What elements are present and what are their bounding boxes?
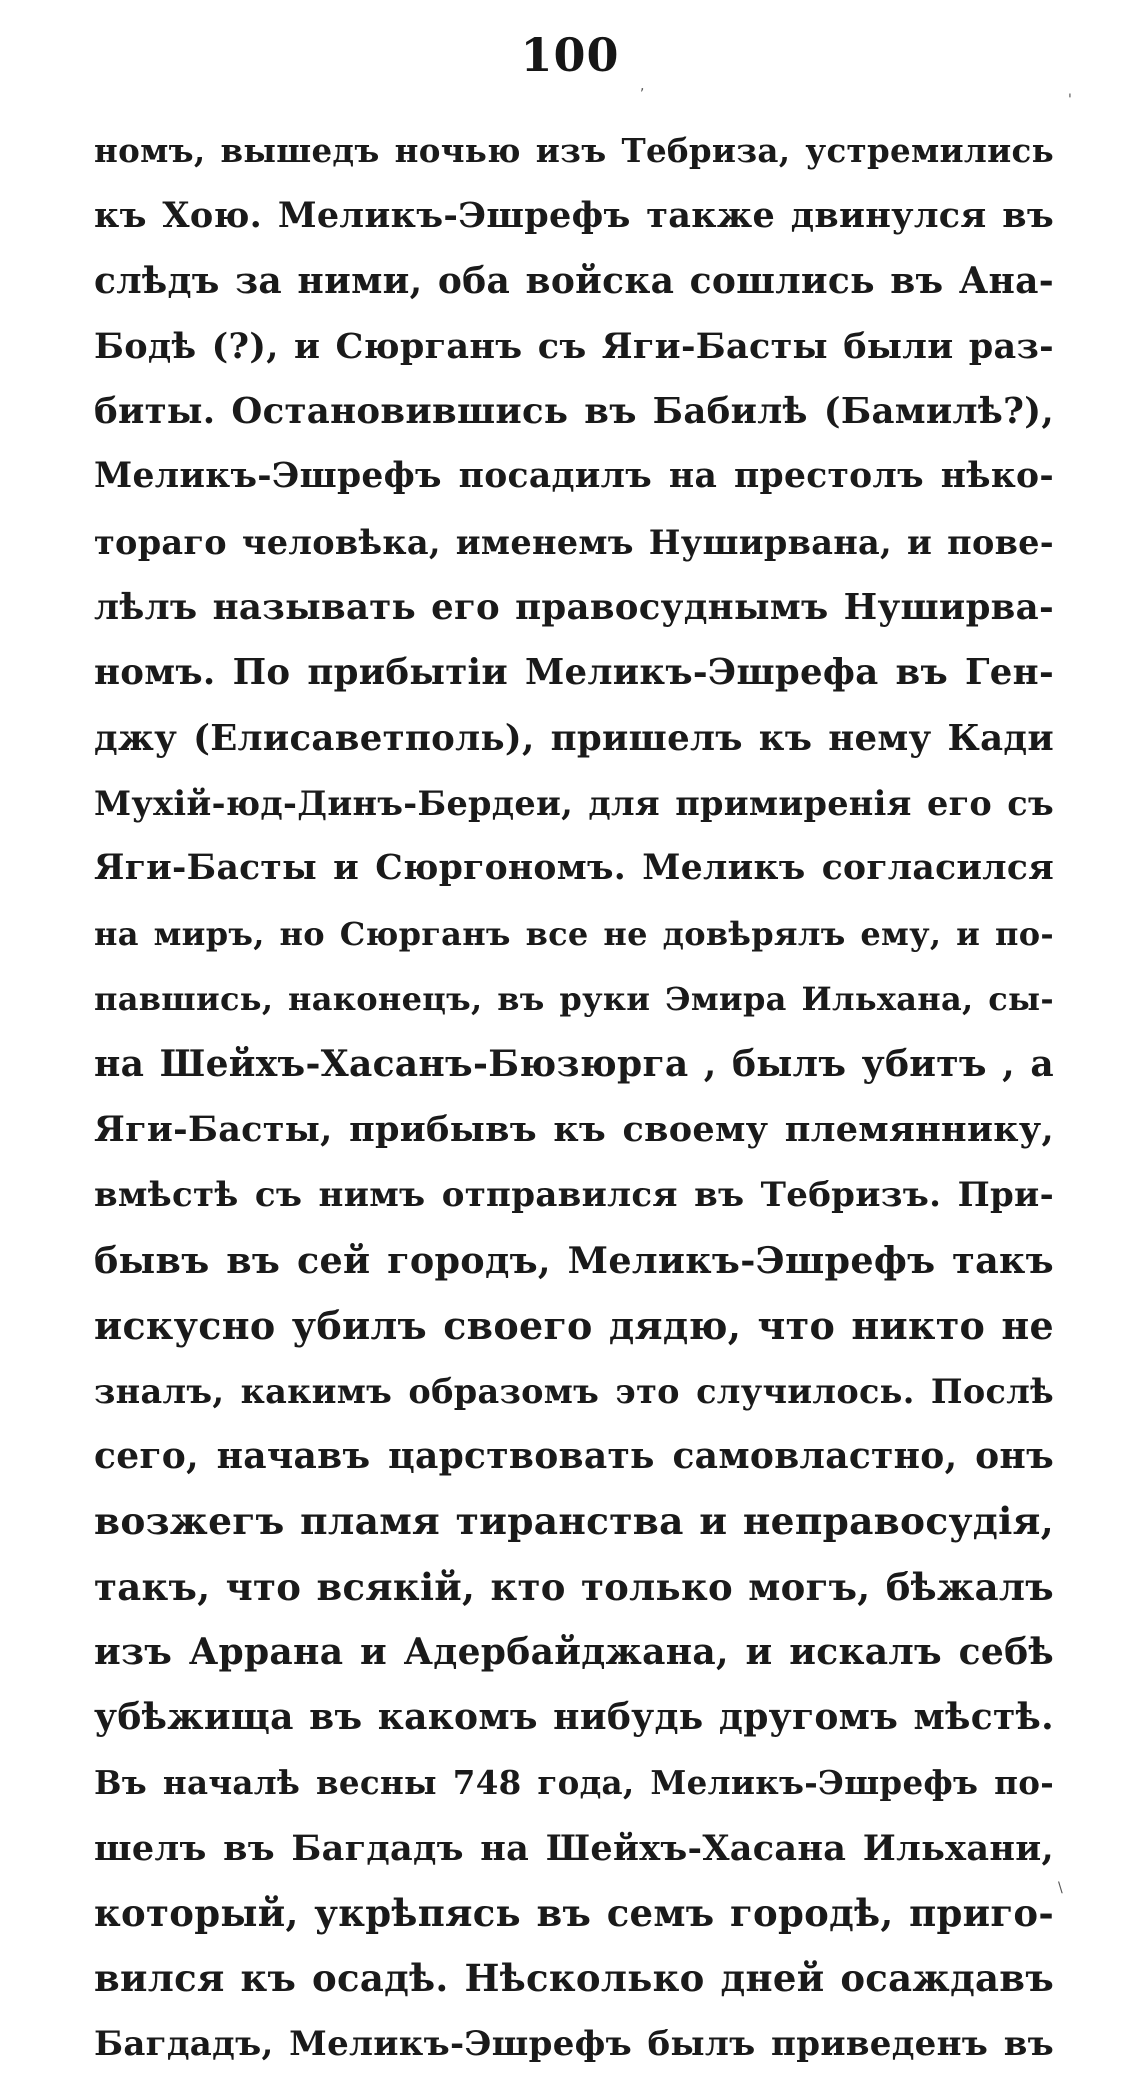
text-line: павшись, наконецъ, въ руки Эмира Ильхана, сы- [94,979,1054,1018]
text-line: Бодѣ (?), и Сюрганъ съ Яги-Басты были раз- [94,325,1054,367]
print-speck: ' [1068,92,1072,108]
text-line: убѣжища въ какомъ нибудь другомъ мѣстѣ. [94,1696,1054,1739]
text-line: возжегъ пламя тиранства и неправосудія, [94,1499,1054,1544]
text-line: сего, начавъ царствовать самовластно, онъ [94,1434,1054,1477]
text-line: на Шейхъ-Хасанъ-Бюзюрга , былъ убитъ , а [94,1043,1054,1086]
text-line: на миръ, но Сюрганъ все не довѣрялъ ему, и по- [94,914,1054,953]
text-line: Яги-Басты и Сюргономъ. Меликъ согласился [94,848,1054,889]
text-line: вился къ осадѣ. Нѣсколько дней осаждавъ [94,1956,1054,2001]
text-line: къ Хою. Меликъ-Эшрефъ также двинулся въ [94,195,1054,237]
print-speck: , [640,78,645,94]
page-number: 100 [520,28,620,82]
print-speck: \ [1058,1880,1063,1896]
text-line: слѣдъ за ними, оба войска сошлись въ Ана- [94,259,1054,302]
text-line: Въ началѣ весны 748 года, Меликъ-Эшрефъ по- [94,1763,1054,1803]
text-line: который, укрѣпясь въ семъ городѣ, приго- [94,1891,1054,1936]
text-line: зналъ, какимъ образомъ это случилось. Послѣ [94,1371,1054,1411]
text-line: Яги-Басты, прибывъ къ своему племяннику, [94,1109,1054,1151]
text-line: бывъ въ сей городъ, Меликъ-Эшрефъ такъ [94,1239,1054,1283]
text-line: Багдадъ, Меликъ-Эшрефъ былъ приведенъ въ [94,2023,1054,2064]
text-line: тораго человѣка, именемъ Нуширвана, и пове- [94,522,1054,562]
text-line: изъ Аррана и Адербайджана, и искалъ себѣ [94,1630,1054,1673]
text-line: Мухій-юд-Динъ-Бердеи, для примиренія его съ [94,783,1054,823]
text-line: шелъ въ Багдадъ на Шейхъ-Хасана Ильхани, [94,1827,1054,1869]
body-text [94,118,1054,2077]
text-line: джу (Елисаветполь), пришелъ къ нему Кади [94,717,1054,759]
text-line: вмѣстѣ съ нимъ отправился въ Тебризъ. При- [94,1174,1054,1215]
text-line: искусно убилъ своего дядю, что никто не [94,1303,1054,1349]
text-line: номъ, вышедъ ночью изъ Тебриза, устремились [94,131,1054,170]
text-line: биты. Остановившись въ Бабилѣ (Бамилѣ?), [94,391,1054,433]
text-line: лѣлъ называть его правосуднымъ Нуширва- [94,587,1054,629]
text-line: такъ, что всякій, кто только могъ, бѣжалъ [94,1564,1054,1609]
text-line: Меликъ-Эшрефъ посадилъ на престолъ нѣко- [94,456,1054,497]
text-line: номъ. По прибытіи Меликъ-Эшрефа въ Ген- [94,652,1054,694]
